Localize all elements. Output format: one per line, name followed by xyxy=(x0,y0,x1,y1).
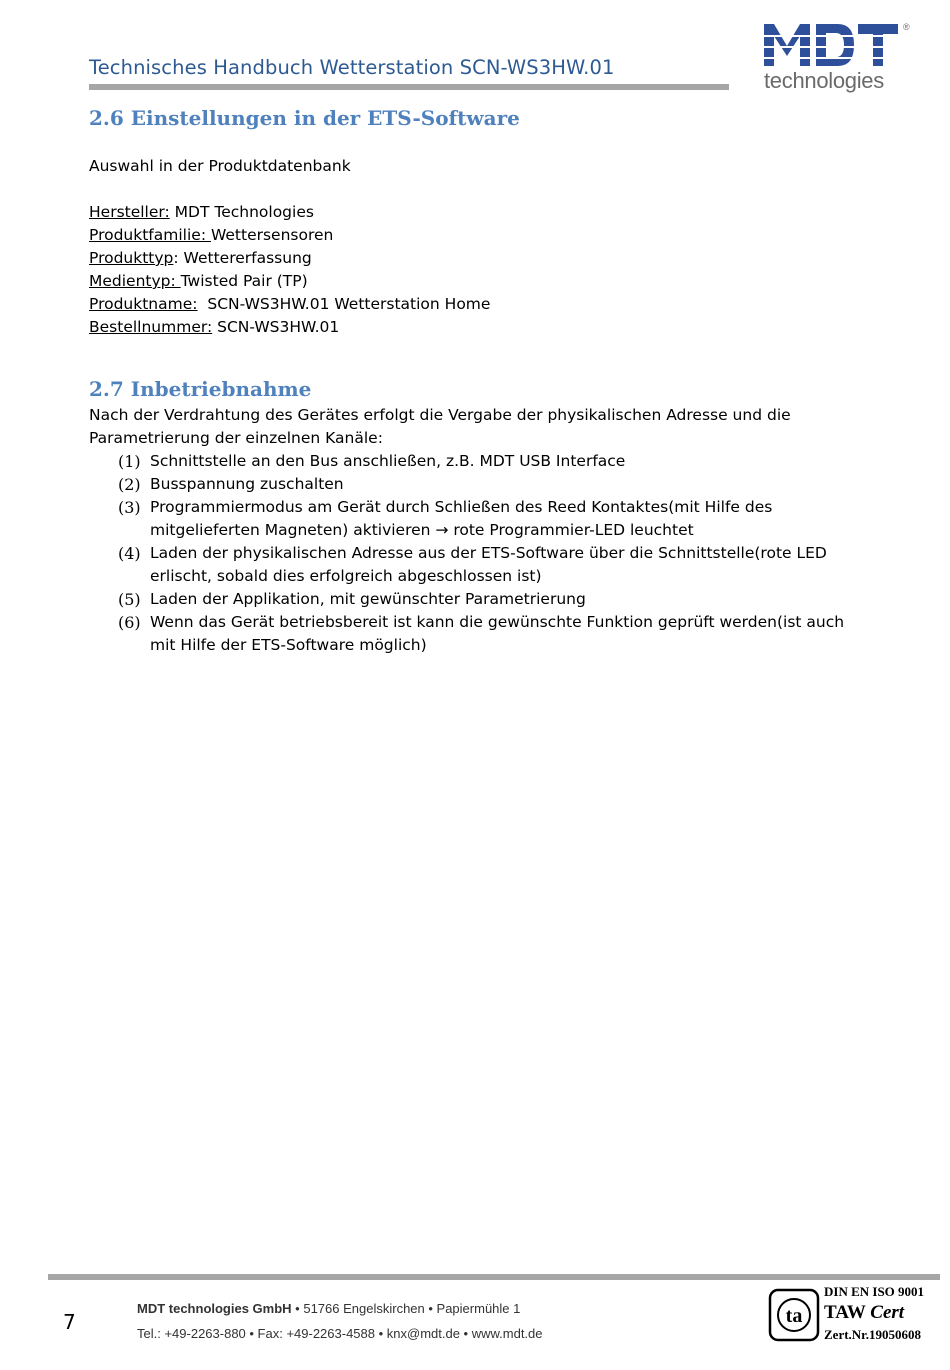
field-value: SCN-WS3HW.01 Wetterstation Home xyxy=(197,295,491,313)
field-value: SCN-WS3HW.01 xyxy=(212,318,340,336)
seal-text: ta xyxy=(785,1305,803,1327)
company-contact: Tel.: +49-2263-880 • Fax: +49-2263-4588 • knx@mdt.de • www.mdt.de xyxy=(137,1326,543,1341)
field-label: Bestellnummer: xyxy=(89,318,213,336)
step-text: Programmiermodus am Gerät durch Schließen des Reed Kontaktes(mit Hilfe des mitgelieferten Magneten) aktivieren → rote Programmier-LED leuchtet xyxy=(150,498,773,539)
document-title: Technisches Handbuch Wetterstation SCN-WS3HW.01 xyxy=(89,56,615,79)
step-number: (3) xyxy=(118,498,141,517)
info-line-product-name xyxy=(89,293,490,316)
logo-subtitle: technologies xyxy=(764,68,884,93)
commissioning-intro xyxy=(89,404,791,450)
iso-certificate-badge xyxy=(768,1284,940,1344)
step-text: Laden der physikalischen Adresse aus der ETS-Software über die Schnittstelle(rote LED erlischt, sobald dies erfolgreich abgeschlossen ist) xyxy=(150,544,827,585)
field-label: Produkttyp xyxy=(89,249,174,267)
list-item xyxy=(118,588,858,611)
registered-mark: ® xyxy=(903,22,910,32)
info-line-order-number xyxy=(89,316,490,339)
step-number: (2) xyxy=(118,475,141,494)
step-text: Wenn das Gerät betriebsbereit ist kann die gewünschte Funktion geprüft werden(ist auch mit Hilfe der ETS-Software möglich) xyxy=(150,613,845,654)
field-label: Produktname: xyxy=(89,295,198,313)
step-text: Schnittstelle an den Bus anschließen, z.B. MDT USB Interface xyxy=(150,452,626,470)
step-text: Laden der Applikation, mit gewünschter Parametrierung xyxy=(150,590,586,608)
step-number: (5) xyxy=(118,590,141,609)
section-heading-2-7: 2.7 Inbetriebnahme xyxy=(89,377,312,401)
step-number: (6) xyxy=(118,613,141,632)
field-value: Twisted Pair (TP) xyxy=(180,272,308,290)
header-divider xyxy=(89,84,729,90)
footer-divider xyxy=(48,1274,940,1280)
list-item xyxy=(118,473,858,496)
step-number: (1) xyxy=(118,452,141,471)
list-item xyxy=(118,542,858,588)
commissioning-steps xyxy=(118,450,858,657)
step-text: Busspannung zuschalten xyxy=(150,475,344,493)
page-number: 7 xyxy=(63,1310,76,1334)
field-value: MDT Technologies xyxy=(169,203,314,221)
field-value: : Wettererfassung xyxy=(173,249,312,267)
list-item xyxy=(118,611,858,657)
product-info-list xyxy=(89,201,490,339)
info-line-type xyxy=(89,247,490,270)
list-item xyxy=(118,450,858,473)
cert-issuer-suffix: Cert xyxy=(870,1302,905,1323)
list-item xyxy=(118,496,858,542)
cert-issuer-name: TAW xyxy=(824,1302,871,1323)
cert-standard: DIN EN ISO 9001 xyxy=(824,1284,925,1299)
cert-number: Zert.Nr.19050608 xyxy=(824,1327,922,1342)
company-name: MDT technologies GmbH xyxy=(137,1301,292,1316)
section-intro: Auswahl in der Produktdatenbank xyxy=(89,157,351,175)
info-line-medium xyxy=(89,270,490,293)
field-label: Produktfamilie: xyxy=(89,226,211,244)
intro-line: Parametrierung der einzelnen Kanäle: xyxy=(89,429,383,447)
certification-seal-icon xyxy=(768,1288,820,1342)
field-label: Hersteller: xyxy=(89,203,170,221)
intro-line: Nach der Verdrahtung des Gerätes erfolgt die Vergabe der physikalischen Adresse und die xyxy=(89,406,791,424)
mdt-logo-mark xyxy=(762,22,902,68)
info-line-manufacturer xyxy=(89,201,490,224)
section-heading-2-6: 2.6 Einstellungen in der ETS-Software xyxy=(89,106,520,130)
field-value: Wettersensoren xyxy=(210,226,334,244)
info-line-family xyxy=(89,224,490,247)
mdt-logo xyxy=(762,22,912,98)
cert-issuer xyxy=(824,1302,904,1324)
step-number: (4) xyxy=(118,544,141,563)
company-address xyxy=(137,1301,520,1316)
field-label: Medientyp: xyxy=(89,272,181,290)
address-text: • 51766 Engelskirchen • Papiermühle 1 xyxy=(291,1301,521,1316)
